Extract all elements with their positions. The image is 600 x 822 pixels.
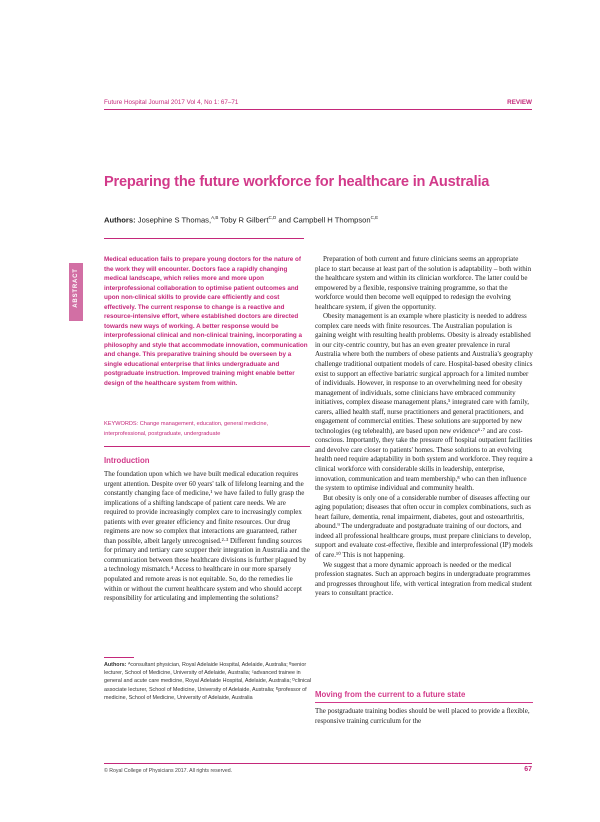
- authors-label: Authors:: [104, 215, 136, 225]
- right-column: [315, 255, 533, 599]
- author-2-sup: C,D: [268, 215, 277, 220]
- abstract-tab: [69, 263, 83, 321]
- paragraph-4: We suggest that a more dynamic approach is needed or the medical profession stagnates. Such an approach begins in undergraduate programmes and progresses throughout life, with vertical integration from medical student years to consultant practice.: [315, 560, 532, 598]
- keywords-rule: [104, 446, 310, 447]
- keywords: [104, 420, 310, 439]
- paragraph-2: Obesity management is an example where plasticity is needed to address complex care needs with finite resources. The Australian population is gaining weight with resulting health problems. Obesity is already established in our city-centric country, but has an even greater prevalence in rural Australia where both the numbers of obese patients and Australia's geography challenge traditional outpatient models of care. Hospital-based obesity clinics exist to support an effective bariatric surgical approach for a limited number of individuals. However, in response to an overwhelming need for obesity management of individuals, some clinicians have embraced community initiatives, complex disease management plans,⁵ integrated care with family, carers, allied health staff, nurse practitioners and general practitioners, and engagement of commercial entities. These solutions are supported by new technologies (eg telehealth), are based upon new evidence⁶·⁷ and are cost-conscious. Importantly, they take the pressure off hospital outpatient facilities and devolve care closer to patients' homes. These solutions to an evolving health need require adaptability in both system and workforce. They require a clinical workforce with considerable skills in leadership, enterprise, innovation, communication and team membership,⁸ who can then influence the system to optimise individual and community health.: [315, 312, 533, 493]
- affiliations-text: ᴬconsultant physician, Royal Adelaide Hospital, Adelaide, Australia; ᴮsenior lecturer, School of Medicine, University of Adelaide, Australia; ᶜadvanced trainee in general and acute care medicine, Royal Adelaide Hospital, Adelaide, Australia; ᴰclinical associate lecturer, School of Medicine, University of Adelaide, Australia; ᴱprofessor of medicine, School of Medicine, University of Adelaide, Australia: [104, 662, 312, 701]
- header-rule: [104, 109, 532, 110]
- moving-heading: Moving from the current to a future state: [315, 690, 466, 699]
- author-1: Josephine S Thomas,: [137, 215, 212, 225]
- moving-text: The postgraduate training bodies should be well placed to provide a flexible, responsive training curriculum for the: [315, 707, 530, 725]
- author-3-sup: C,E: [370, 215, 379, 220]
- copyright: © Royal College of Physicians 2017. All rights reserved.: [104, 768, 233, 774]
- running-header: [104, 99, 532, 106]
- abstract-text: Medical education fails to prepare young doctors for the nature of the work they will encounter. Doctors face a rapidly changing medical landscape, which relies more and more upon interprofessional collaboration to optimise patient outcomes and upon non-clinical skills to provide care efficiently and cost effectively. The current response to change is a reactive and resource-intensive effort, where established doctors are directed towards new ways of working. A better response would be interprofessional clinical and non-clinical training, incorporating a philosophy and style that accommodate innovation, communication and change. This preparative training should be overseen by a single educational enterprise that links undergraduate and postgraduate instruction. Improved training might enable better design of the healthcare system from within.: [104, 256, 308, 387]
- paragraph-3: But obesity is only one of a considerable number of diseases affecting our aging population; diseases that often occur in complex combinations, such as heart failure, dementia, renal impairment, diabetes, gout and osteoarthritis, abound.⁹ The undergraduate and postgraduate training of our doctors, and indeed all professional healthcare groups, must prepare clinicians to develop, support and evaluate cost-effective, flexible and interprofessional (IP) models of care.¹⁰ This is not happening.: [315, 493, 533, 559]
- author-2: Toby R Gilbert: [220, 215, 269, 225]
- affiliations: [104, 661, 314, 702]
- page-number: 67: [524, 766, 532, 773]
- affiliations-rule: [104, 657, 134, 658]
- paragraph-1: Preparation of both current and future clinicians seems an appropriate place to start because at least part of the solution is adaptability – both within the healthcare system and within its clinician workforce. The latter could be empowered by a flexible, responsive training programme, so that the workforce would then become well equipped to redesign the evolving healthcare system, if given the opportunity.: [315, 255, 532, 311]
- author-and: and: [278, 215, 291, 225]
- moving-rule: [315, 702, 533, 703]
- abstract-tab-label: ABSTRACT: [73, 268, 79, 308]
- keywords-label: KEYWORDS:: [104, 421, 139, 427]
- keywords-text: Change management, education, general medicine, interprofessional, postgraduate, undergraduate: [104, 421, 269, 437]
- author-3: Campbell H Thompson: [293, 215, 371, 225]
- article-title: Preparing the future workforce for healthcare in Australia: [104, 174, 490, 190]
- title-rule: [104, 238, 304, 239]
- author-line: [104, 215, 544, 225]
- introduction-heading: Introduction: [104, 456, 150, 465]
- introduction-text: The foundation upon which we have built medical education requires urgent attention. Despite over 60 years' talk of lifelong learning and the constantly changing face of medicine,¹ we have failed to fully grasp the implications of a shifting landscape of patient care needs. We are required to provide increasingly complex care to increasingly complex patients with ever greater efficiency and finite resources. Our drug regimens are now so complex that interactions are guaranteed, rather than possible, albeit largely unrecognised.²·³ Different funding sources for primary and tertiary care scupper their integration in Australia and the communication between these healthcare divisions is further plagued by a technology mismatch.⁴ Access to healthcare in our more sparsely populated and remote areas is not equitable. So, do the remedies lie within or without the current healthcare system and who should accept responsibility for articulating and implementing the solutions?: [104, 470, 310, 603]
- affiliations-label: Authors:: [104, 662, 127, 668]
- section-label: REVIEW: [507, 99, 532, 106]
- footer-rule: [104, 763, 532, 764]
- journal-citation: Future Hospital Journal 2017 Vol 4, No 1: 67–71: [104, 99, 239, 106]
- author-1-sup: A,B: [211, 215, 219, 220]
